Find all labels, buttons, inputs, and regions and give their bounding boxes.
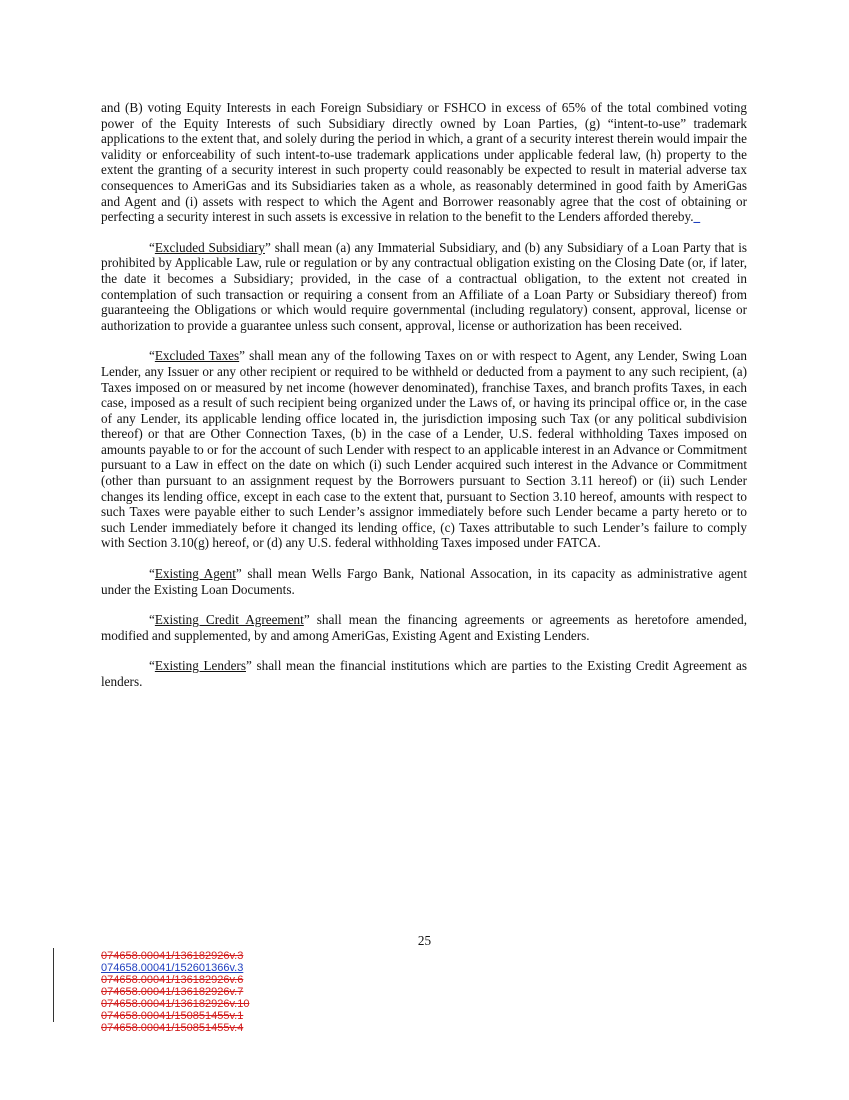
definition-text: ” shall mean any of the following Taxes on or with respect to Agent, any Lender, Swing Loan Lender, any Issuer or any other recipient or required to be withheld or deducted from a payment to any such recipient, (a) Taxes imposed on or measured by net income (however denominated), franchise Taxes, and branch profits Taxes, in each case, imposed as a result of such recipient being organized under the Laws of, or having its principal office or, in the case of any Lender, its applicable lending office located in, the jurisdiction imposing such Tax (or any political subdivision thereof) or that are Other Connection Taxes, (b) in the case of a Lender, U.S. federal withholding Taxes imposed on amounts payable to or for the account of such Lender with respect to an applicable interest in an Advance or Commitment pursuant to a Law in effect on the date on which (i) such Lender acquired such interest in the Advance or Commitment (other than pursuant to an assignment request by the Borrowers pursuant to Section 3.11 hereof) or (ii) such Lender changes its lending office, except in each case to the extent that, pursuant to Section 3.10 hereof, amounts with respect to such Taxes were payable either to such Lender’s assignor immediately before such Lender became a party hereto or to such Lender immediately before it changed its lending office, (c) Taxes attributable to such Lender’s failure to comply with Section 3.10(g) hereof, or (d) any U.S. federal withholding Taxes imposed under FATCA. (101, 348, 747, 551)
paragraph-excluded-assets-continued (101, 100, 747, 225)
doc-id-deleted: 074658.00041/150851455v.4 (101, 1022, 244, 1034)
definition-text: ” shall mean the financing agreements or agreements as heretofore amended, modified and supplemented, by and among AmeriGas, Existing Agent and Existing Lenders. (101, 612, 747, 643)
definition-excluded-taxes: “Excluded Taxes” shall mean any of the following Taxes on or with respect to Agent, any Lender, Swing Loan Lender, any Issuer or any other recipient or required to be withheld or deducted from a payment to any such recipient, (a) Taxes imposed on or measured by net income (however denominated), franchise Taxes, and branch profits Taxes, in each case, imposed as a result of such recipient being organized under the Laws of, or having its principal office or, in the case of any Lender, its applicable lending office located in, the jurisdiction imposing such Tax (or any political subdivision thereof) or that are Other Connection Taxes, (b) in the case of a Lender, U.S. federal withholding Taxes imposed on amounts payable to or for the account of such Lender with respect to an applicable interest in an Advance or Commitment pursuant to a Law in effect on the date on which (i) such Lender acquired such interest in the Advance or Commitment (other than pursuant to an assignment request by the Borrowers pursuant to Section 3.11 hereof) or (ii) such Lender changes its lending office, except in each case to the extent that, pursuant to Section 3.10 hereof, amounts with respect to such Taxes were payable either to such Lender’s assignor immediately before such Lender became a party hereto or to such Lender immediately before it changed its lending office, (c) Taxes attributable to such Lender’s failure to comply with Section 3.10(g) hereof, or (d) any U.S. federal withholding Taxes imposed under FATCA. (101, 348, 747, 551)
defined-term: Excluded Taxes (154, 348, 240, 364)
page-number: 25 (417, 933, 432, 948)
document-id-list (101, 950, 249, 1034)
doc-id-deleted: 074658.00041/136182926v.6 (101, 974, 244, 986)
document-body (101, 100, 747, 705)
definition-text: ” shall mean Wells Fargo Bank, National Assocation, in its capacity as administrative agent under the Existing Loan Documents. (101, 566, 748, 597)
definition-existing-credit-agreement: “Existing Credit Agreement” shall mean the financing agreements or agreements as heretofore amended, modified and supplemented, by and among AmeriGas, Existing Agent and Existing Lenders. (101, 612, 747, 643)
definition-text: ” shall mean the financial institutions which are parties to the Existing Credit Agreement as lenders. (101, 658, 748, 689)
doc-id-deleted: 074658.00041/136182926v.3 (101, 950, 244, 962)
paragraph-text: and (B) voting Equity Interests in each Foreign Subsidiary or FSHCO in excess of 65% of the total combined voting power of the Equity Interests of such Subsidiary directly owned by Loan Parties, (g) “intent-to-use” trademark applications to the extent that, and solely during the period in which, a grant of a security interest therein would impair the validity or enforceability of such intent-to-use trademark applications under applicable federal law, (h) property to the extent the granting of a security interest in such property could reasonably be expected to result in material adverse tax consequences to AmeriGas and its Subsidiaries taken as a whole, as reasonably determined in good faith by AmeriGas and Agent and (i) assets with respect to which the Agent and Borrower reasonably agree that the cost of obtaining or perfecting a security interest in such assets is excessive in relation to the benefit to the Lenders afforded thereby. (101, 100, 747, 225)
change-bar (53, 948, 54, 1022)
definition-excluded-subsidiary: “Excluded Subsidiary” shall mean (a) any Immaterial Subsidiary, and (b) any Subsidiary of a Loan Party that is prohibited by Applicable Law, rule or regulation or by any contractual obligation existing on the Closing Date (or, if later, the date it becomes a Subsidiary; provided, in the case of a contractual obligation, to the extent not created in contemplation of such transaction or requiring a consent from an Affiliate of a Loan Party or Subsidiary thereof) from guaranteeing the Obligations or which would require governmental (including regulatory) consent, approval, license or authorization to provide a guarantee unless such consent, approval, license or authorization has been received. (101, 239, 747, 333)
doc-id-deleted: 074658.00041/150851455v.1 (101, 1010, 244, 1022)
defined-term: Existing Credit Agreement (154, 612, 304, 628)
definition-existing-agent: “Existing Agent” shall mean Wells Fargo Bank, National Assocation, in its capacity as administrative agent under the Existing Loan Documents. (101, 566, 748, 597)
doc-id-inserted: 074658.00041/152601366v.3 (101, 962, 244, 974)
doc-id-deleted: 074658.00041/136182926v.10 (101, 998, 250, 1010)
doc-id-deleted: 074658.00041/136182926v.7 (101, 986, 244, 998)
defined-term: Existing Lenders (154, 658, 246, 674)
definition-text: ” shall mean (a) any Immaterial Subsidiary, and (b) any Subsidiary of a Loan Party that is prohibited by Applicable Law, rule or regulation or by any contractual obligation existing on the Closing Date (or, if later, the date it becomes a Subsidiary; provided, in the case of a contractual obligation, to the extent not created in contemplation of such transaction or requiring a consent from an Affiliate of a Loan Party or Subsidiary thereof) from guaranteeing the Obligations or which would require governmental (including regulatory) consent, approval, license or authorization to provide a guarantee unless such consent, approval, license or authorization has been received. (101, 239, 747, 333)
defined-term: Existing Agent (154, 566, 236, 582)
inserted-mark: _ (693, 209, 701, 225)
defined-term: Excluded Subsidiary (154, 239, 265, 255)
definition-existing-lenders: “Existing Lenders” shall mean the financial institutions which are parties to the Existing Credit Agreement as lenders. (101, 658, 748, 689)
